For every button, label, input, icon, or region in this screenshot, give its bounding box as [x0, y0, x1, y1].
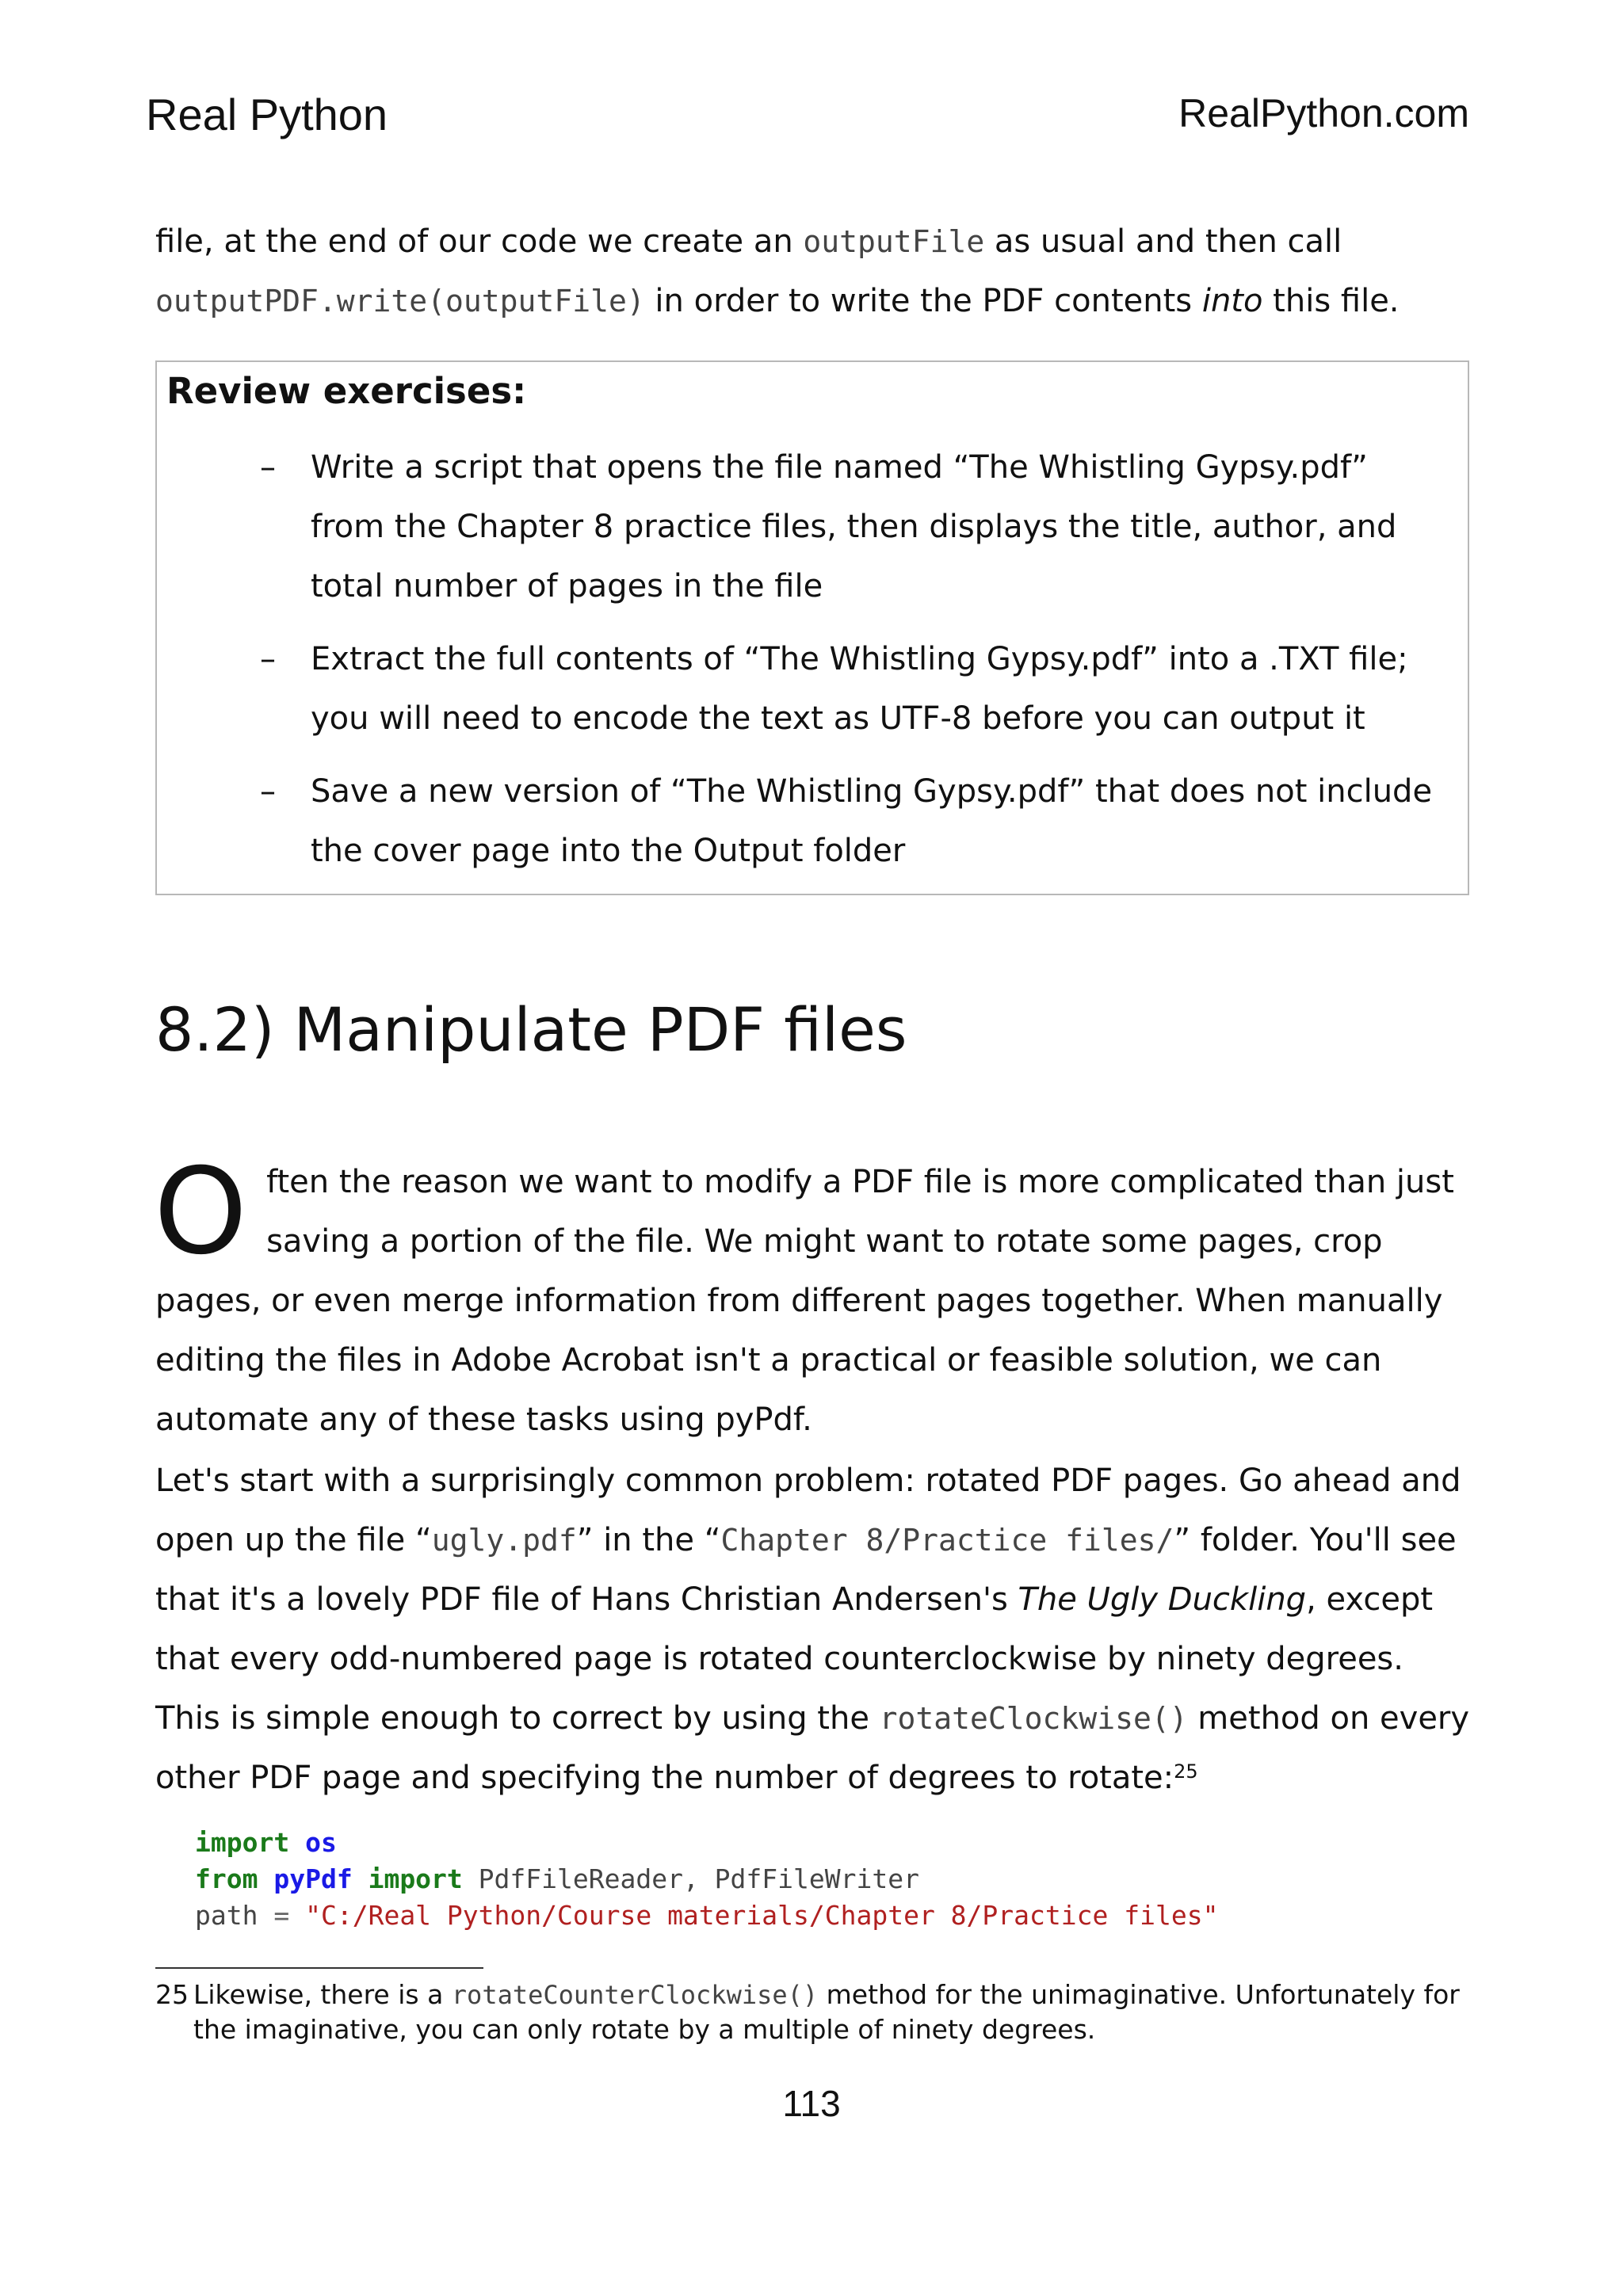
header-site: RealPython.com	[1178, 91, 1469, 135]
header-title: Real Python	[146, 90, 388, 139]
code-variable: path	[195, 1900, 258, 1931]
footnote-reference[interactable]: 25	[1174, 1760, 1198, 1783]
body2-emphasis: The Ugly Duckling	[1018, 1581, 1307, 1618]
code-keyword: from	[195, 1863, 258, 1894]
review-item-text: Save a new version of “The Whistling Gypsy.pdf” that does not include the cover page into the Output folder	[311, 773, 1433, 869]
body-paragraph-2	[155, 1451, 1471, 1808]
footnote-number: 25	[155, 1979, 189, 2010]
drop-cap: O	[154, 1143, 248, 1281]
intro-code-1: outputFile	[803, 224, 985, 259]
list-dash: –	[260, 449, 276, 486]
list-dash: –	[260, 641, 276, 677]
footnote-text-3: the imaginative, you can only rotate by a multiple of ninety degrees.	[193, 2014, 1096, 2045]
review-item-text: Extract the full contents of “The Whistling Gypsy.pdf” into a .TXT file; you will need to encode the text as UTF-8 before you can output it	[311, 641, 1408, 737]
review-item	[157, 762, 1468, 881]
footnote-divider	[155, 1967, 483, 1969]
footnote-text-1: Likewise, there is a	[193, 1979, 452, 2010]
body2-code-3: rotateClockwise()	[879, 1701, 1188, 1736]
code-string: "C:/Real Python/Course materials/Chapter 8/Practice files"	[305, 1900, 1219, 1931]
code-module: os	[305, 1827, 337, 1858]
code-keyword: import	[195, 1827, 290, 1858]
body2-text-3: ” folder. You'll see that it's a lovely PDF file of Hans Christian Andersen's	[155, 1522, 1457, 1618]
code-operator: =	[273, 1900, 290, 1931]
code-keyword: import	[368, 1863, 463, 1894]
review-list	[157, 438, 1468, 894]
intro-emphasis: into	[1201, 283, 1263, 319]
section-heading: 8.2) Manipulate PDF files	[155, 994, 907, 1065]
intro-text-4: this file.	[1262, 283, 1400, 319]
intro-paragraph	[155, 212, 1471, 331]
footnote-text-2: method for the unimaginative. Unfortunately for	[818, 1979, 1460, 2010]
intro-text-1: file, at the end of our code we create an	[155, 223, 804, 260]
footnote	[155, 1978, 1471, 2047]
review-exercises-box	[155, 360, 1469, 895]
body-paragraph-1	[154, 1143, 1471, 1450]
list-dash: –	[260, 773, 276, 810]
review-item	[157, 438, 1468, 616]
body2-text-2: ” in the “	[576, 1522, 721, 1558]
code-block	[195, 1825, 1218, 1934]
intro-text-3: in order to write the PDF contents	[644, 283, 1202, 319]
body1-text: ften the reason we want to modify a PDF file is more complicated than just saving a portion of the file. We might want to rotate some pages, crop pages, or even merge information from different pages together. When manually editing the files in Adobe Acrobat isn't a practical or feasible solution, we can automate any of these tasks using pyPdf.	[155, 1164, 1454, 1438]
body2-code-1: ugly.pdf	[431, 1523, 577, 1558]
page-number: 113	[782, 2083, 841, 2124]
review-item-text: Write a script that opens the file named “The Whistling Gypsy.pdf” from the Chapter 8 practice files, then displays the title, author, and total number of pages in the file	[311, 449, 1397, 605]
body2-text-4: , except that every odd-numbered page is rotated counterclockwise by ninety degrees. This is simple enough to correct by using the	[155, 1581, 1434, 1737]
body2-text-5: method on every other PDF page and specifying the number of degrees to rotate:	[155, 1700, 1470, 1796]
footnote-code: rotateCounterClockwise()	[451, 1980, 819, 2010]
review-title: Review exercises:	[166, 370, 527, 412]
code-module: pyPdf	[273, 1863, 353, 1894]
intro-code-2: outputPDF.write(outputFile)	[155, 284, 645, 318]
review-item	[157, 630, 1468, 749]
code-text: PdfFileReader, PdfFileWriter	[478, 1863, 919, 1894]
body2-text-1: Let's start with a surprisingly common problem: rotated PDF pages. Go ahead and open up the file “	[155, 1463, 1461, 1558]
body2-code-2: Chapter 8/Practice files/	[720, 1523, 1174, 1558]
intro-text-2: as usual and then call	[984, 223, 1342, 260]
